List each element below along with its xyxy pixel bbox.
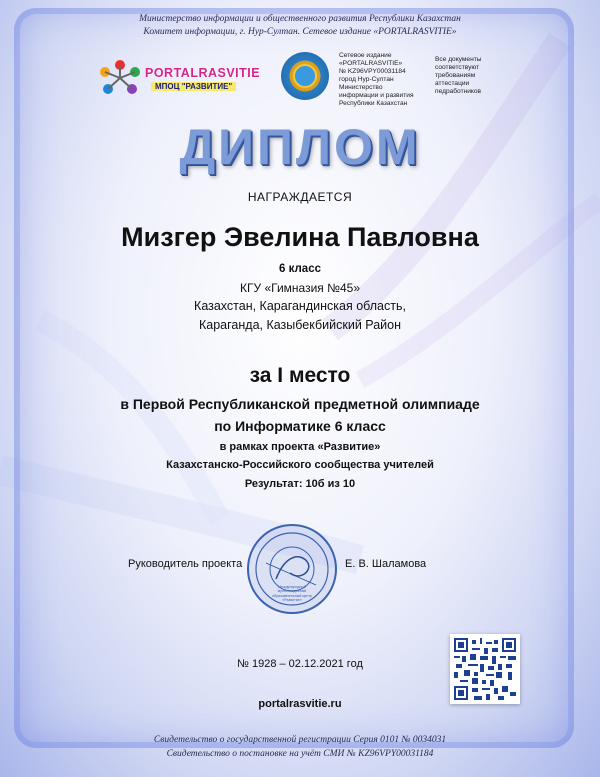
portal-sub: МПОЦ "РАЗВИТИЕ" (151, 82, 236, 91)
qr-code-icon (454, 638, 516, 700)
network-info-line: № KZ96VPY00031184 (339, 68, 406, 75)
community-line: Казахстанско-Российского сообщества учителей (166, 459, 434, 471)
site-link[interactable]: portalrasvitie.ru (258, 698, 342, 710)
network-info-line: Министерство (339, 84, 383, 91)
portal-brand: PORTALRASVITIE (145, 66, 261, 80)
olympiad-line-2: по Информатике 6 класс (214, 418, 386, 434)
footer-line-2: Свидетельство о постановке на учёт СМИ № KZ96VPY00031184 (166, 749, 434, 759)
qr-code[interactable] (450, 634, 520, 704)
people-logo-icon (95, 56, 145, 100)
leader-name: Е. В. Шаламова (345, 558, 427, 570)
network-info (339, 52, 429, 108)
doc-info-line: соответствуют (435, 64, 480, 71)
network-info-line: город Нур-Султан (339, 76, 394, 83)
project-line: в рамках проекта «Развитие» (219, 441, 381, 453)
stamp-text: Международный мультимедийный образовательный центр «Развитие» (271, 585, 313, 603)
diploma-title: ДИПЛОМ (179, 119, 421, 175)
portal-logo (95, 56, 270, 100)
doc-info (435, 56, 515, 96)
network-info-line: информации и развития (339, 92, 414, 99)
doc-info-line: Все документы (435, 56, 482, 63)
network-info-line: Республики Казахстан (339, 100, 408, 107)
logo-row (95, 52, 515, 112)
olympiad-line-1: в Первой Республиканской предметной олимпиаде (120, 396, 480, 412)
awarded-label: НАГРАЖДАЕТСЯ (247, 190, 353, 204)
location-line-1: Казахстан, Карагандинская область, (194, 299, 406, 313)
leader-label: Руководитель проекта (128, 558, 243, 570)
location-line-2: Караганда, Казыбекбийский Район (199, 318, 401, 332)
header-line-2: Комитет информации, г. Нур-Султан. Сетевое издание «PORTALRASVITIE» (143, 27, 457, 37)
school: КГУ «Гимназия №45» (240, 281, 360, 295)
footer-line-1: Свидетельство о государственной регистрации Серия 0101 № 0034031 (153, 735, 447, 745)
recipient-name: Мизгер Эвелина Павловна (121, 222, 479, 252)
doc-info-line: аттестации (435, 80, 470, 87)
grade: 6 класс (279, 263, 321, 275)
diploma-number: № 1928 – 02.12.2021 год (237, 658, 363, 670)
network-info-line: «PORTALRASVITIE» (339, 60, 403, 67)
place: за I место (249, 364, 351, 387)
doc-info-line: требованиям (435, 72, 476, 79)
header-line-1: Министерство информации и общественного развития Республики Казахстан (139, 14, 461, 24)
result-line: Результат: 10б из 10 (244, 478, 356, 490)
network-info-line: Сетевое издание (339, 52, 392, 59)
kazakhstan-emblem-icon (281, 52, 329, 100)
doc-info-line: педработников (435, 88, 482, 95)
